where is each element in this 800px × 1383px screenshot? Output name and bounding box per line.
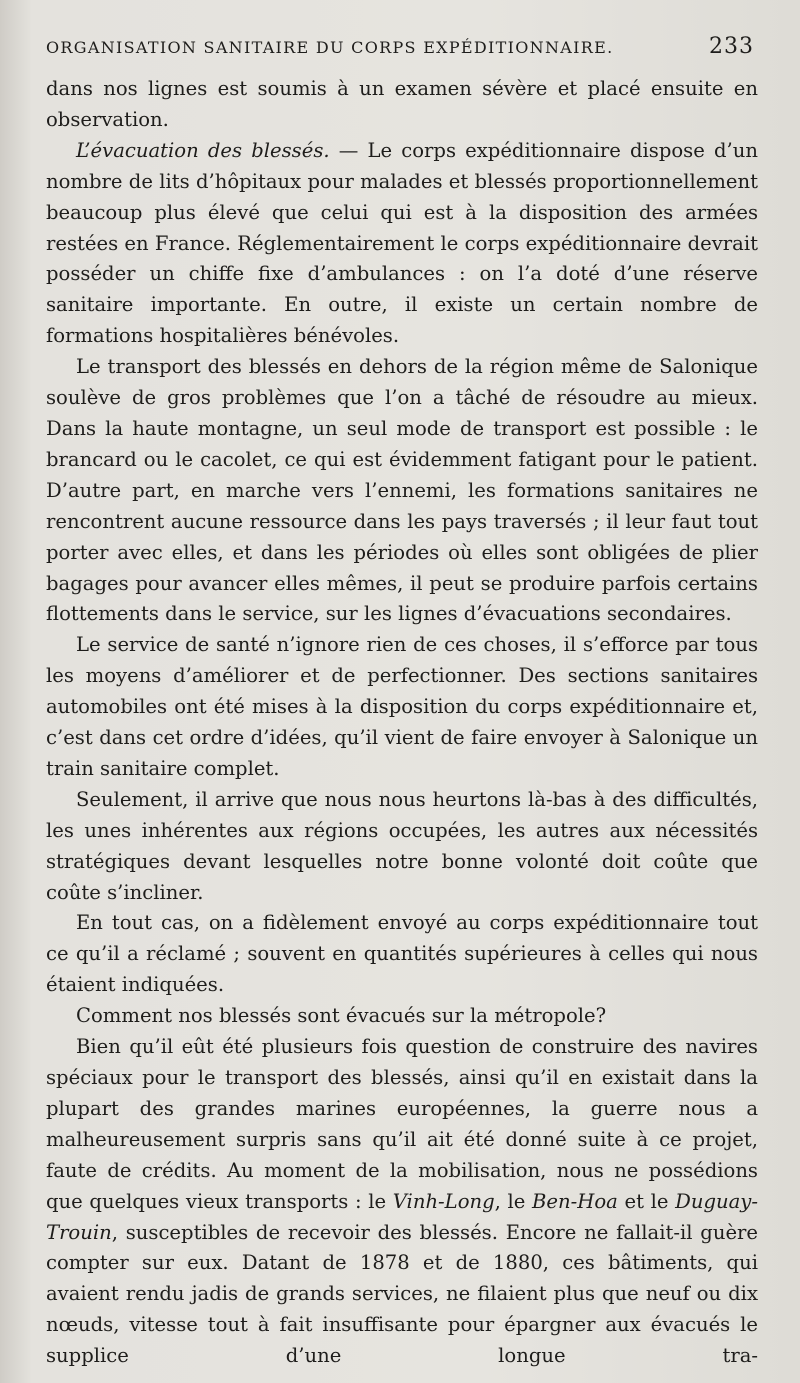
running-head xyxy=(46,34,758,70)
paragraph-4: Le service de santé n’ignore rien de ces choses, il s’efforce par tous les moyens d’améliorer et de perfectionner. Des sections sanitaires automobiles ont été mises à la disposition du corps expéditionnaire et, c’est dans cet ordre d’idées, qu’il vient de faire envoyer à Salonique un train sanitaire complet. xyxy=(46,633,758,780)
ship-name-vinh-long: Vinh-Long xyxy=(392,1189,495,1213)
paragraph-6: En tout cas, on a fidèlement envoyé au corps expéditionnaire tout ce qu’il a réclamé ; souvent en quantités supérieures à celles qui nous étaient indiquées. xyxy=(46,911,758,997)
paragraph-8-part-d: , susceptibles de recevoir des blessés. Encore ne fallait-il guère compter sur eux. Datant de 1878 et de 1880, ces bâtiments, qui avaient rendu jadis de grands services, ne filaient plus que neuf ou dix nœuds, vitesse tout à fait insuffisante pour épargner aux évacués le supplice d’une longue tra- xyxy=(46,1220,758,1368)
ship-name-duguay-trouin: Duguay-Trouin xyxy=(46,1189,758,1244)
section-heading-evacuation: L’évacuation des blessés. xyxy=(76,138,330,162)
paragraph-3: Le transport des blessés en dehors de la région même de Salonique soulève de gros problèmes que l’on a tâché de résoudre au mieux. Dans la haute montagne, un seul mode de transport est possible : le brancard ou le cacolet, ce qui est évidemment fatigant pour le patient. D’autre part, en marche vers l’ennemi, les formations sanitaires ne rencontrent aucune ressource dans les pays traversés ; il leur faut tout porter avec elles, et dans les périodes où elles sont obligées de plier bagages pour avancer elles mêmes, il peut se produire parfois certains flottements dans le service, sur les lignes d’évacuations secondaires. xyxy=(46,355,758,626)
paragraph-8 xyxy=(46,1032,758,1372)
paragraph-8-part-b: , le xyxy=(494,1189,533,1213)
paragraph-8-part-c: et le xyxy=(617,1189,676,1213)
running-title: ORGANISATION SANITAIRE DU CORPS EXPÉDITIONNAIRE. xyxy=(46,38,614,57)
page-number: 233 xyxy=(709,34,754,59)
paragraph-7: Comment nos blessés sont évacués sur la métropole? xyxy=(76,1004,607,1028)
paragraph-2 xyxy=(46,136,758,352)
paragraph-5: Seulement, il arrive que nous nous heurtons là-bas à des difficultés, les unes inhérentes aux régions occupées, les autres aux nécessités stratégiques devant lesquelles notre bonne volonté doit coûte que coûte s’incliner. xyxy=(46,787,758,904)
paragraph-2-text: — Le corps expéditionnaire dispose d’un nombre de lits d’hôpitaux pour malades et blessés proportionnellement beaucoup plus élevé que celui qui est à la disposition des armées restées en France. Réglementairement le corps expéditionnaire devrait posséder un chiffe fixe d’ambulances : on l’a doté d’une réserve sanitaire importante. En outre, il existe un certain nombre de formations hospitalières bénévoles. xyxy=(46,138,758,348)
ship-name-ben-hoa: Ben-Hoa xyxy=(532,1189,618,1213)
paragraph-8-part-a: Bien qu’il eût été plusieurs fois question de construire des navires spéciaux pour le transport des blessés, ainsi qu’il en existait dans la plupart des grandes marines européennes, la guerre nous a malheureusement surpris sans qu’il ait été donné suite à ce projet, faute de crédits. Au moment de la mobilisation, nous ne possédions que quelques vieux transports : le xyxy=(46,1035,758,1213)
body-text xyxy=(46,74,758,1372)
paragraph-1: dans nos lignes est soumis à un examen sévère et placé ensuite en observation. xyxy=(46,77,758,131)
